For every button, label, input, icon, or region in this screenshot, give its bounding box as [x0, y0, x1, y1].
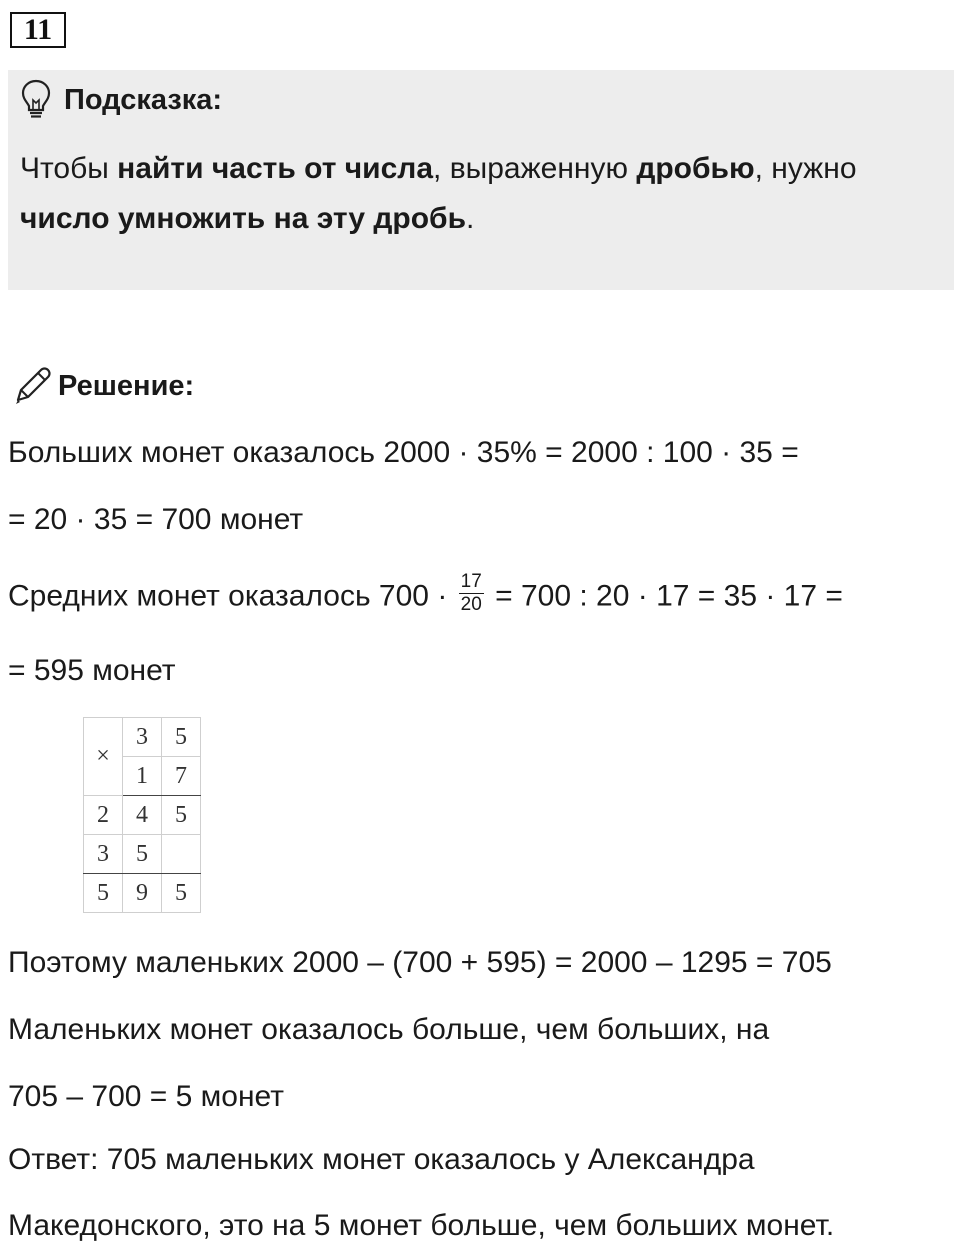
- calc-cell: 9: [123, 874, 162, 913]
- solution-line-3-after: = 700 : 20 · 17 = 35 · 17 =: [495, 579, 843, 613]
- lightbulb-icon: [18, 78, 54, 120]
- answer-line-1: Ответ: 705 маленьких монет оказалось у Александра: [8, 1143, 755, 1176]
- calc-cell: 3: [123, 718, 162, 757]
- calc-cell: 5: [162, 718, 201, 757]
- hint-text: [20, 144, 945, 244]
- calc-cell: 5: [162, 874, 201, 913]
- hint-text-bold: число умножить на эту дробь: [20, 202, 467, 235]
- multiplication-table: [83, 717, 201, 913]
- hint-text-bold: найти часть от числа: [117, 152, 434, 185]
- solution-title: Решение:: [58, 370, 195, 402]
- hint-text-bold: дробью: [636, 152, 755, 185]
- fraction-numerator: 17: [460, 571, 482, 592]
- task-number: 11: [10, 12, 66, 48]
- calc-cell: 5: [123, 835, 162, 874]
- calc-cell: 2: [84, 796, 123, 835]
- hint-title: Подсказка:: [64, 84, 223, 116]
- calc-cell: 5: [84, 874, 123, 913]
- solution-line-7: 705 – 700 = 5 монет: [8, 1080, 284, 1113]
- solution-line-4: = 595 монет: [8, 654, 176, 687]
- calc-cell: [162, 835, 201, 874]
- hint-text-part: , выраженную: [433, 152, 637, 185]
- hint-text-part: , нужно: [754, 152, 857, 185]
- fraction: [459, 571, 484, 616]
- hint-text-part: Чтобы: [20, 152, 118, 185]
- answer-line-2: Македонского, это на 5 монет больше, чем больших монет.: [8, 1209, 835, 1242]
- calc-cell: 4: [123, 796, 162, 835]
- pencil-icon: [10, 364, 54, 408]
- solution-line-3: [8, 571, 843, 620]
- hint-text-part: .: [466, 202, 475, 235]
- calc-cell: 3: [84, 835, 123, 874]
- calc-cell: 1: [123, 757, 162, 796]
- multiply-sign: ×: [84, 718, 123, 796]
- calc-cell: 5: [162, 796, 201, 835]
- fraction-denominator: 20: [460, 594, 482, 615]
- solution-line-6: Маленьких монет оказалось больше, чем больших, на: [8, 1013, 770, 1046]
- solution-line-1: Больших монет оказалось 2000 · 35% = 2000 : 100 · 35 =: [8, 436, 799, 469]
- solution-line-2: = 20 · 35 = 700 монет: [8, 503, 304, 536]
- calc-cell: 7: [162, 757, 201, 796]
- solution-line-3-before: Средних монет оказалось 700 ·: [8, 579, 448, 613]
- solution-line-5: Поэтому маленьких 2000 – (700 + 595) = 2000 – 1295 = 705: [8, 946, 832, 979]
